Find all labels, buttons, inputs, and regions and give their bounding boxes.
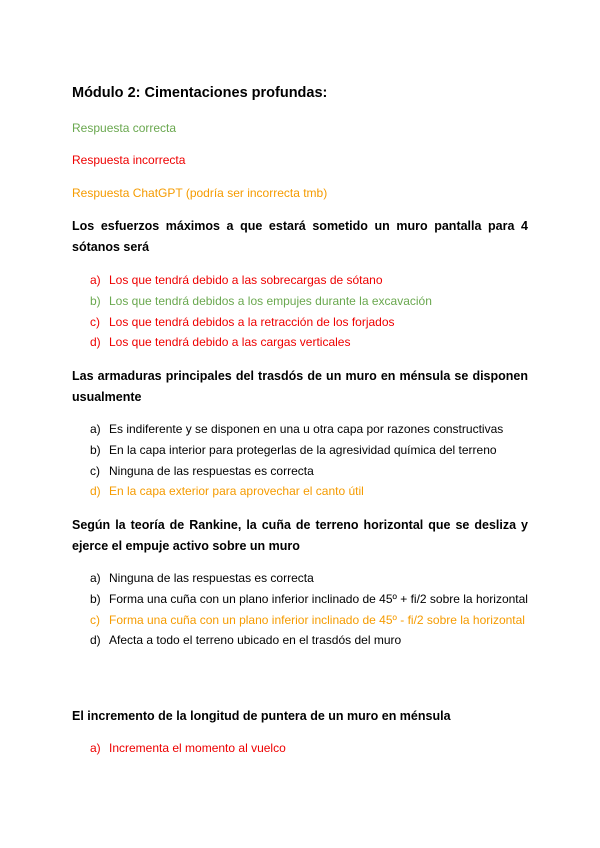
question-3: Según la teoría de Rankine, la cuña de terreno horizontal que se desliza y ejerce el empuje activo sobre un muro (72, 518, 528, 553)
legend-incorrect: Respuesta incorrecta (72, 153, 186, 167)
option-letter: b) (90, 442, 101, 457)
option-letter: a) (90, 741, 101, 755)
option-letter: d) (90, 335, 101, 350)
question-1-options (0, 270, 600, 353)
option-3c (0, 610, 528, 631)
option-text: Los que tendrá debidos a la retracción de los forjados (109, 314, 395, 329)
question-2-options (0, 419, 600, 502)
legend-chatgpt: Respuesta ChatGPT (podría ser incorrecta tmb) (72, 186, 328, 200)
option-text: Los que tendrá debido a las sobrecargas de sótano (109, 273, 383, 287)
option-3d (0, 630, 528, 651)
option-letter: c) (90, 612, 100, 627)
option-4a (0, 738, 528, 759)
option-text: Incrementa el momento al vuelco (109, 741, 286, 755)
option-text: Es indiferente y se disponen en una u otra capa por razones constructivas (109, 422, 504, 436)
question-2: Las armaduras principales del trasdós de un muro en ménsula se disponen usualmente (72, 369, 528, 404)
question-1: Los esfuerzos máximos a que estará sometido un muro pantalla para 4 sótanos será (72, 219, 528, 254)
option-text: Afecta a todo el terreno ubicado en el trasdós del muro (109, 633, 402, 648)
option-3a (0, 568, 528, 589)
option-letter: d) (90, 484, 101, 499)
option-2b (0, 440, 528, 461)
page-title: Módulo 2: Cimentaciones profundas: (72, 85, 328, 101)
option-text: Ninguna de las respuestas es correcta (109, 463, 314, 478)
option-text: En la capa exterior para aprovechar el canto útil (109, 484, 364, 499)
question-4-options (0, 738, 600, 759)
option-3b (0, 589, 528, 610)
option-letter: a) (90, 571, 101, 585)
option-text: En la capa interior para protegerlas de la agresividad química del terreno (109, 442, 497, 457)
option-text: Los que tendrá debido a las cargas verticales (109, 335, 351, 350)
option-letter: d) (90, 633, 101, 648)
option-1d (0, 332, 528, 353)
option-2a (0, 419, 528, 440)
option-1a (0, 270, 528, 291)
option-letter: a) (90, 273, 101, 287)
option-text: Los que tendrá debidos a los empujes durante la excavación (109, 293, 432, 308)
option-letter: b) (90, 591, 101, 606)
option-1b (0, 291, 528, 312)
option-2d (0, 481, 528, 502)
option-1c (0, 312, 528, 333)
option-letter: a) (90, 422, 101, 436)
option-letter: c) (90, 314, 100, 329)
question-3-options (0, 568, 600, 651)
option-text: Ninguna de las respuestas es correcta (109, 571, 314, 585)
question-4: El incremento de la longitud de puntera de un muro en ménsula (72, 709, 451, 723)
option-2c (0, 461, 528, 482)
option-text: Forma una cuña con un plano inferior inclinado de 45º + fi/2 sobre la horizontal (109, 591, 528, 606)
option-letter: c) (90, 463, 100, 478)
legend-correct: Respuesta correcta (72, 121, 177, 135)
option-text: Forma una cuña con un plano inferior inclinado de 45º - fi/2 sobre la horizontal (109, 612, 525, 627)
option-letter: b) (90, 293, 101, 308)
